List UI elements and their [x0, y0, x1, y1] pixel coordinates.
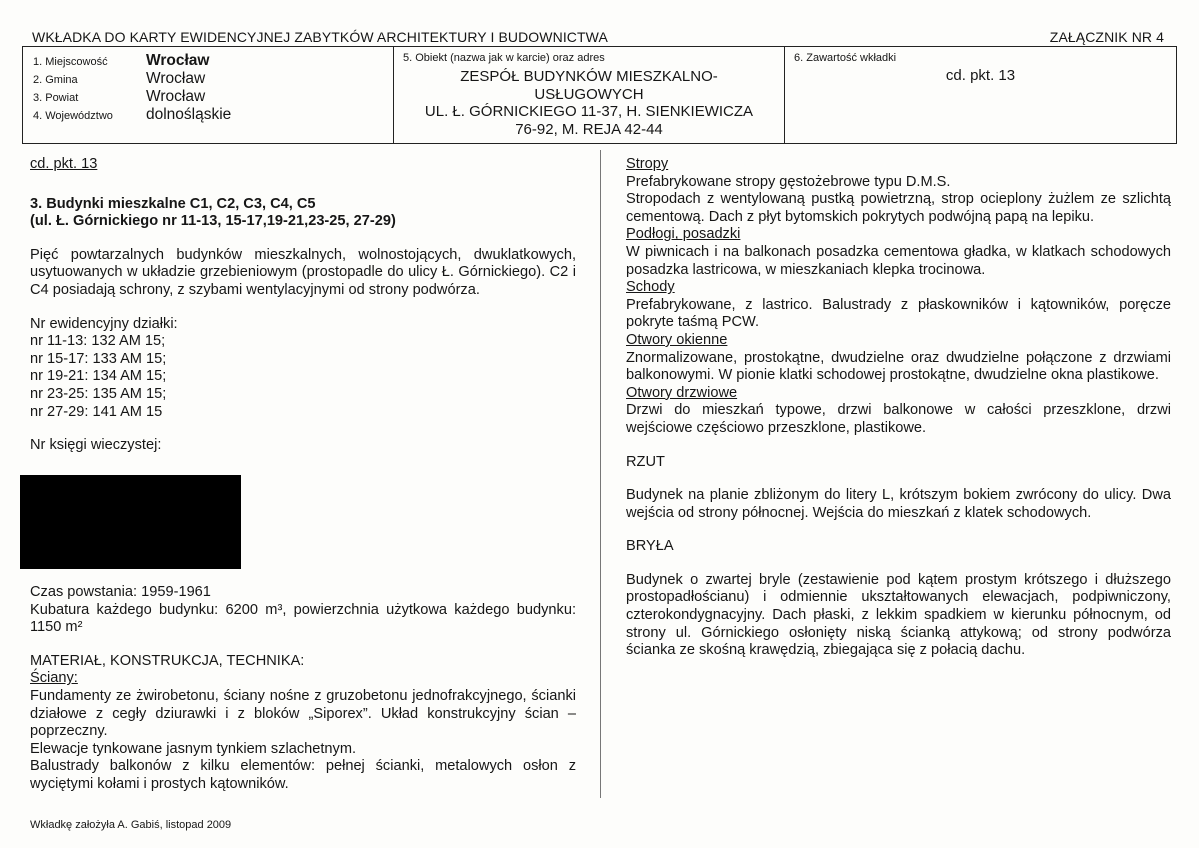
- plan-text: Budynek na planie zbliżonym do litery L, krótszym bokiem zwrócony do ulicy. Dwa wejścia od strony północnej. Wejścia do mieszkań z klatek schodowych.: [626, 487, 1171, 521]
- location-cell: [23, 47, 394, 143]
- object-line: ZESPÓŁ BUDYNKÓW MIESZKALNO-: [460, 68, 718, 85]
- doors-heading: Otwory drzwiowe: [626, 384, 738, 401]
- parcel-item: nr 11-13: 132 AM 15;: [30, 333, 166, 350]
- building-description: Pięć powtarzalnych budynków mieszkalnych, wolnostojących, dwuklatkowych, usytuowanych w układzie grzebieniowym (prostopadle do ulicy Ł. Górnickiego). C2 i C4 posiadają schrony, z szybami wentylacyjnymi od strony podwórza.: [30, 246, 576, 298]
- balcony-text: Balustrady balkonów z kilku elementów: pełnej ścianki, metalowych osłon z wyciętymi kołami i prostych kątowników.: [30, 758, 576, 792]
- contents-label: 6. Zawartość wkładki: [794, 52, 897, 64]
- right-column: [626, 156, 1171, 660]
- parcel-item: nr 27-29: 141 AM 15: [30, 403, 163, 420]
- section-heading: 3. Budynki mieszkalne C1, C2, C3, C4, C5: [30, 195, 316, 212]
- parcel-item: nr 19-21: 134 AM 15;: [30, 368, 167, 385]
- material-heading: MATERIAŁ, KONSTRUKCJA, TECHNIKA:: [30, 652, 305, 669]
- continuation-label: cd. pkt. 13: [30, 156, 98, 172]
- elevation-text: Elewacje tynkowane jasnym tynkiem szlachetnym.: [30, 740, 357, 757]
- document-header: [32, 29, 1164, 45]
- commune-label: 2. Gmina: [33, 74, 78, 86]
- ceilings-heading: Stropy: [626, 156, 669, 172]
- attachment-number: ZAŁĄCZNIK NR 4: [1049, 29, 1164, 45]
- doors-text: Drzwi do mieszkań typowe, drzwi balkonowe w całości przeszklone, drzwi wejściowe częściowo przeszklone, plastikowe.: [626, 402, 1171, 436]
- floors-heading: Podłogi, posadzki: [626, 226, 741, 243]
- redaction-block: [20, 475, 241, 569]
- ceilings-text: Prefabrykowane stropy gęstożebrowe typu D.M.S.: [626, 173, 951, 190]
- mass-heading: BRYŁA: [626, 538, 674, 555]
- district-value: Wrocław: [146, 88, 206, 105]
- voivodeship-value: dolnośląskie: [146, 106, 232, 123]
- section-address: (ul. Ł. Górnickiego nr 11-13, 15-17,19-21,23-25, 27-29): [30, 213, 396, 230]
- district-label: 3. Powiat: [33, 92, 79, 104]
- walls-heading: Ściany:: [30, 670, 78, 687]
- volume-area: Kubatura każdego budynku: 6200 m³, powierzchnia użytkowa każdego budynku: 1150 m²: [30, 601, 576, 636]
- roof-text: Stropodach z wentylowaną pustką powietrzną, strop ocieplony żużlem ze szlichtą cementową. Dach z płyt bytomskich pokrytych podwójną papą na lepiku.: [626, 191, 1171, 225]
- plan-heading: RZUT: [626, 453, 665, 470]
- stairs-heading: Schody: [626, 279, 675, 296]
- voivodeship-label: 4. Województwo: [33, 110, 113, 122]
- windows-heading: Otwory okienne: [626, 331, 728, 348]
- stairs-text: Prefabrykowane, z lastrico. Balustrady z płaskowników i kątowników, poręcze pokryte taśmą PCW.: [626, 296, 1171, 331]
- left-column: [30, 156, 576, 455]
- header-table: [22, 46, 1177, 144]
- parcel-item: nr 15-17: 133 AM 15;: [30, 350, 167, 367]
- object-cell: [394, 47, 785, 143]
- object-name: [394, 68, 784, 138]
- document-title: WKŁADKA DO KARTY EWIDENCYJNEJ ZABYTKÓW ARCHITEKTURY I BUDOWNICTWA: [32, 29, 608, 45]
- object-line: 76-92, M. REJA 42-44: [515, 120, 663, 138]
- floors-text: W piwnicach i na balkonach posadzka cementowa gładka, w klatkach schodowych posadzka lastricowa, w mieszkaniach klepka trocinowa.: [626, 243, 1171, 278]
- column-divider: [600, 150, 601, 798]
- land-register-label: Nr księgi wieczystej:: [30, 437, 162, 454]
- object-line: USŁUGOWYCH: [534, 85, 644, 103]
- left-column-lower: [30, 584, 576, 794]
- locality-value: Wrocław: [146, 52, 210, 69]
- contents-value: cd. pkt. 13: [945, 67, 1016, 84]
- windows-text: Znormalizowane, prostokątne, dwudzielne oraz dwudzielne połączone z drzwiami balkonowymi. W pionie klatki schodowej prostokątne, dwudzielne okna plastikowe.: [626, 349, 1171, 384]
- object-label: 5. Obiekt (nazwa jak w karcie) oraz adres: [403, 52, 605, 64]
- locality-label: 1. Miejscowość: [33, 56, 108, 68]
- object-line: UL. Ł. GÓRNICKIEGO 11-37, H. SIENKIEWICZA: [424, 103, 754, 120]
- footer-author: Wkładkę założyła A. Gabiś, listopad 2009: [30, 819, 232, 831]
- mass-text: Budynek o zwartej bryle (zestawienie pod kątem prostym krótszego i dłuższego prostopadłościanu) i odmiennie ukształtowanych elewacjach, podpiwniczony, czterokondygnacyjny. Dach płaski, z lekkim spadkiem w kierunku północnym, od strony ul. Górnickiego osłonięty niską ścianką attykową; od strony podwórza ścianka ze skośną krawędzią, zbiegająca się z połacią dachu.: [626, 571, 1171, 659]
- construction-period: Czas powstania: 1959-1961: [30, 584, 211, 600]
- commune-value: Wrocław: [146, 70, 206, 87]
- parcel-label: Nr ewidencyjny działki:: [30, 315, 178, 332]
- parcel-item: nr 23-25: 135 AM 15;: [30, 385, 167, 402]
- contents-cell: [785, 47, 1176, 143]
- walls-text: Fundamenty ze żwirobetonu, ściany nośne z gruzobetonu jednofrakcyjnego, ścianki działowe z cegły dziurawki i z bloków „Siporex”. Układ konstrukcyjny ścian – poprzeczny.: [30, 687, 576, 740]
